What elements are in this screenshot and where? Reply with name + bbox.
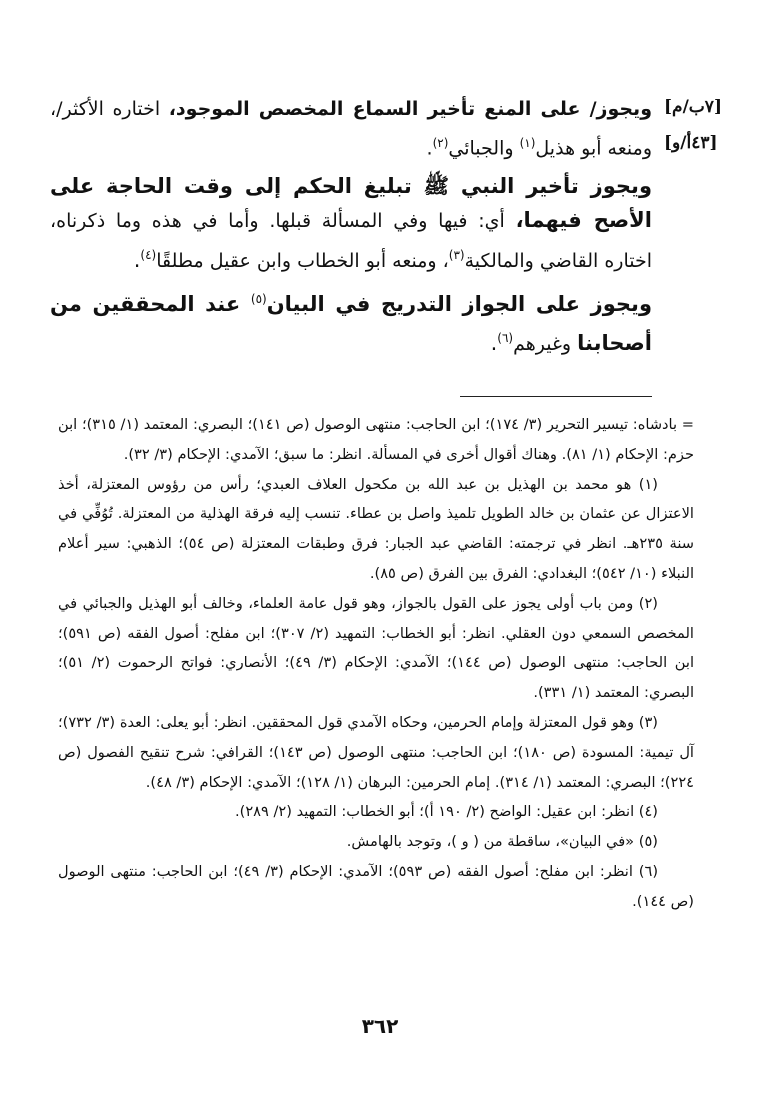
footnote-3: (٣) وهو قول المعتزلة وإمام الحرمين، وحكاه الآمدي قول المحققين. انظر: أبو يعلى: العدة (٣/ ٧٣٢)؛ آل تيمية: المسودة (ص ١٨٠)؛ ابن الحاجب: منتهى الوصول (ص ١٤٣)؛ القرافي: شرح تنقيح الفصول (ص ٢٢٤)؛ البصري: المعتمد (١/ ٣١٤). إمام الحرمين: البرهان (١/ ١٢٨)؛ الآمدي: الإحكام (٣/ ٤٨). [58, 713, 694, 791]
commentary-text: وغيرهم [513, 333, 578, 356]
page-number: ٣٦٢ [361, 1014, 399, 1038]
footnote-ref: (٣) [448, 248, 465, 263]
footnote-2: (٢) ومن باب أولى يجوز على القول بالجواز، وهو قول عامة العلماء، وخالف أبو الهذيل والجبائي في المخصص السمعي دون العقلي. انظر: أبو الخطاب: التمهيد (٢/ ٣٠٧)؛ ابن مفلح: أصول الفقه (ص ٥٩١)؛ ابن الحاجب: منتهى الوصول (ص ١٤٤)؛ الآمدي: الإحكام (٣/ ٤٩)؛ الأنصاري: فواتح الرحموت (٢/ ٥١)؛ البصري: المعتمد (١/ ٣٣١). [58, 594, 695, 702]
matn-text: ويجوز على الجواز التدريج في البيان [266, 292, 652, 317]
commentary-text: أي: فيها وفي المسألة قبلها. وأما في هذه وما ذكرناه، اختاره القاضي والمالكية [50, 210, 652, 273]
main-paragraph-3 [50, 282, 652, 361]
footnotes [58, 410, 694, 917]
footnote-continuation: = بادشاه: تيسير التحرير (٣/ ١٧٤)؛ ابن الحاجب: منتهى الوصول (ص ١٤١)؛ البصري: المعتمد (١/ ٣١٥)؛ ابن حزم: الإحكام (١/ ٨١). وهناك أقوال أخرى في المسألة. انظر: ما سبق؛ الآمدي: الإحكام (٣/ ٣٢). [58, 416, 695, 463]
matn-text: عند المحققين من أصحابنا [50, 292, 652, 356]
punctuation: . [426, 137, 433, 160]
main-paragraph-2 [50, 169, 652, 278]
matn-text: ويجوز تأخير النبي ﷺ تبليغ الحكم إلى وقت الحاجة على الأصح فيهما، [50, 174, 652, 233]
footnote-separator [460, 396, 652, 397]
footnote-ref: (٥) [250, 292, 267, 307]
footnote-ref: (٦) [497, 331, 514, 346]
margin-note-manuscript-m: [٧ب/م] [664, 97, 722, 117]
punctuation: . [133, 248, 141, 273]
footnote-1: (١) هو محمد بن الهذيل بن عبد الله بن مكحول العلاف العبدي؛ رأس من رؤوس المعتزلة، أخذ الاعتزال عن عثمان بن خالد الطويل تلميذ واصل بن عطاء. تنسب إليه فرقة الهذلية من المعتزلة. تُوُفِّي في سنة ٢٣٥هـ. انظر في ترجمته: القاضي عبد الجبار: فرق وطبقات المعتزلة (ص ٥٤)؛ الذهبي: سير أعلام النبلاء (١٠/ ٥٤٢)؛ البغدادي: الفرق بين الفرق (ص ٨٥). [58, 475, 694, 582]
main-text [50, 92, 652, 365]
margin-note-manuscript-w: [٤٣أ/و] [664, 133, 718, 153]
footnote-6: (٦) انظر: ابن مفلح: أصول الفقه (ص ٥٩٣)؛ الآمدي: الإحكام (٣/ ٤٩)؛ ابن الحاجب: منتهى الوصول (ص ١٤٤). [58, 862, 694, 910]
footnote-ref: (٤) [140, 248, 157, 263]
commentary-text: ، ومنعه أبو الخطاب وابن عقيل مطلقًا [156, 250, 449, 273]
punctuation: . [490, 331, 498, 356]
footnote-ref: (٢) [432, 136, 449, 150]
footnote-ref: (١) [519, 136, 536, 150]
matn-text: ويجوز/ على المنع تأخير السماع المخصص الموجود، [168, 98, 653, 120]
footnote-5: (٥) «في البيان»، ساقطة من ( و )، وتوجد بالهامش. [346, 833, 658, 851]
commentary-text: اختاره الأكثر/، ومنعه أبو هذيل [50, 98, 652, 160]
footnote-4: (٤) انظر: ابن عقيل: الواضح (٢/ ١٩٠ أ)؛ أبو الخطاب: التمهيد (٢/ ٢٨٩). [234, 803, 658, 821]
main-paragraph-1 [50, 92, 652, 165]
commentary-text: والجبائي [448, 137, 520, 160]
